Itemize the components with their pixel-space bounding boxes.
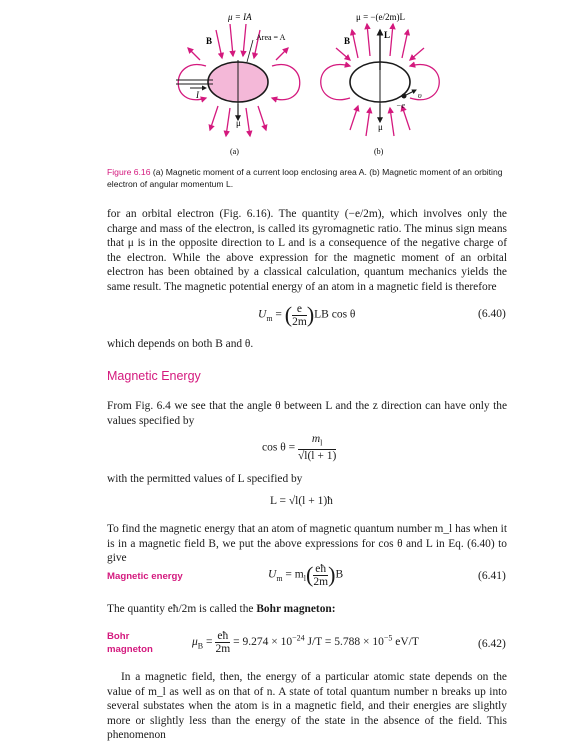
caption-text: (a) Magnetic moment of a current loop enclosing area A. (b) Magnetic moment of an orbiting electron of angular momentum L. xyxy=(107,167,503,189)
section-heading: Magnetic Energy xyxy=(107,369,201,383)
paragraph-2: which depends on both B and θ. xyxy=(107,338,254,350)
figure-6-16 xyxy=(0,0,583,165)
label-b-e: −e xyxy=(396,101,405,110)
label-a-mu-eq: μ = IA xyxy=(228,12,252,22)
margin-note-bohr-magneton: Bohr magneton xyxy=(107,631,153,655)
label-a-area: Area = A xyxy=(256,33,286,42)
equation-L: L = √l(l + 1)ħ xyxy=(270,495,333,507)
paragraph-4: with the permitted values of L specified by xyxy=(107,473,303,485)
caption-number: Figure 6.16 xyxy=(107,167,151,177)
equation-number-6-40: (6.40) xyxy=(478,308,506,320)
paragraph-6: The quantity eħ/2m is called the Bohr magneton: xyxy=(107,603,336,615)
label-a-mu: μ xyxy=(236,118,241,128)
paragraph-7: In a magnetic field, then, the energy of a particular atomic state depends on the value of m_l as well as on that of n. A state of total quantum number n breaks up into several substates when the atom is in a magnetic field, and their energies are slightly more or slightly less than the energy of the state in the absence of the field. This phenomenon xyxy=(107,671,507,742)
label-a-I: I xyxy=(196,90,199,100)
label-a-sub: (a) xyxy=(230,147,239,156)
equation-number-6-41: (6.41) xyxy=(478,570,506,582)
equation-6-41: $U_m = m_l$( $\frac{eħ}{2m}$ )B xyxy=(268,562,344,588)
paragraph-5: To find the magnetic energy that an atom of magnetic quantum number m_l has when it is in a magnetic field B, we put the above expressions for cos θ and L in Eq. (6.40) to give xyxy=(107,523,507,565)
label-b-v: υ xyxy=(418,91,422,100)
equation-cos-theta: cos θ = $\frac{m_l}{√l(l + 1)}$ xyxy=(262,433,337,463)
equation-number-6-42: (6.42) xyxy=(478,638,506,650)
label-b-sub: (b) xyxy=(374,147,384,156)
label-b-L: L xyxy=(384,30,391,40)
label-b-mu-eq: μ = −(e/2m)L xyxy=(356,12,405,22)
equation-6-42: $\mu_B$ = $\frac{eħ}{2m}$ = $9.274 \times 10^{-24}$ $J/T = 5.788 \times 10^{-5}$ eV/T xyxy=(192,630,419,655)
equation-6-40: $U_m$ = ( $\frac{e}{2m}$ )LB cos θ xyxy=(258,302,356,328)
label-a-B: B xyxy=(206,36,213,46)
paragraph-3: From Fig. 6.4 we see that the angle θ between L and the z direction can have only the values specified by xyxy=(107,400,507,427)
label-b-B: B xyxy=(344,36,351,46)
panel-b xyxy=(321,24,440,136)
margin-note-magnetic-energy: Magnetic energy xyxy=(107,571,183,582)
label-b-mu: μ xyxy=(378,122,383,132)
figure-caption xyxy=(107,166,507,190)
paragraph-1: for an orbital electron (Fig. 6.16). The quantity (−e/2m), which involves only the charge and mass of the electron, is called its gyromagnetic ratio. The minus sign means that μ is in the opposite direction to L and is a consequence of the negative charge of the electron. While the above expression for the magnetic moment of an orbital electron has been obtained by a classical calculation, quantum mechanics yields the same result. The magnetic potential energy of an atom in a magnetic field is therefore xyxy=(107,208,507,293)
